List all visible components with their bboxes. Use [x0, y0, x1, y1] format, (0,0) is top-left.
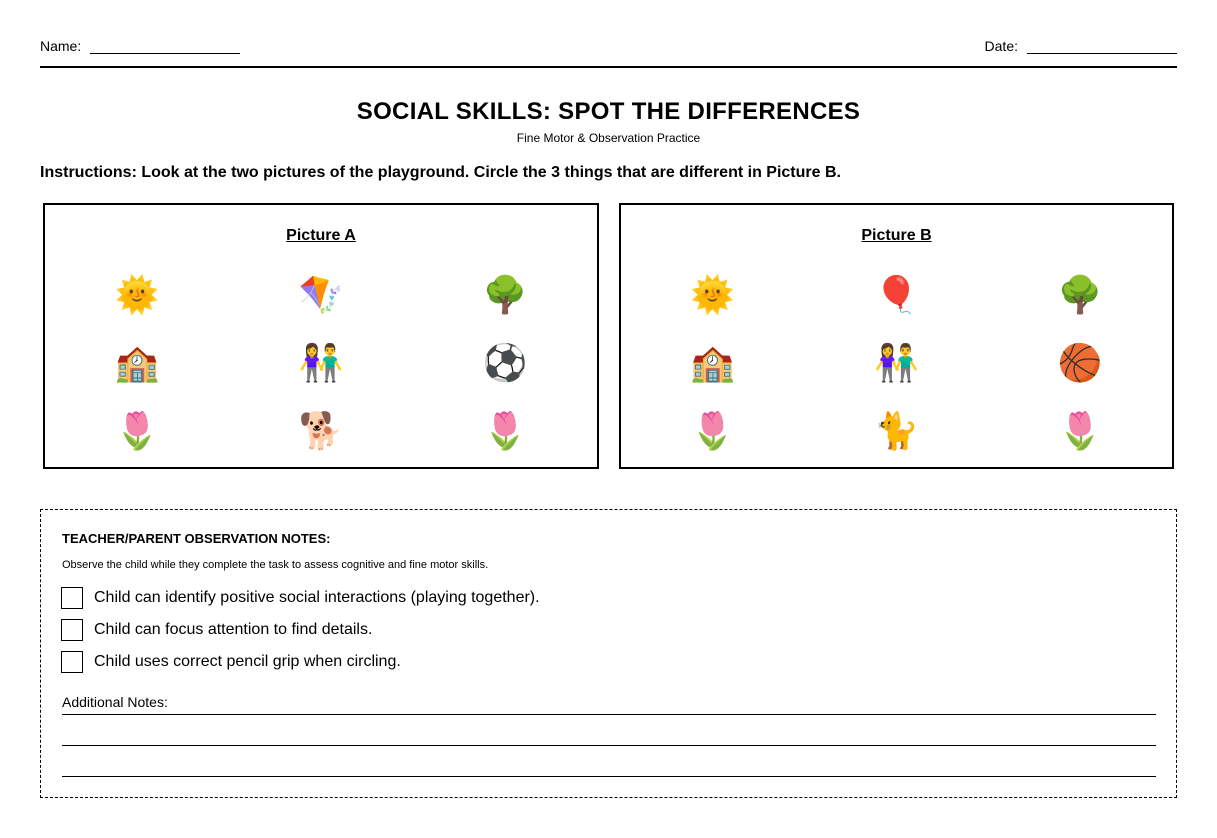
soccer-ball-icon[interactable]: ⚽	[482, 342, 528, 383]
additional-notes-label: Additional Notes:	[62, 694, 168, 710]
picture-a-panel	[43, 203, 599, 469]
couple-holding-hands-icon[interactable]: 👫	[298, 342, 344, 383]
date-blank-line[interactable]	[1027, 40, 1177, 54]
date-label: Date:	[984, 38, 1018, 54]
tulip-icon[interactable]: 🌷	[482, 410, 528, 451]
page-subtitle: Fine Motor & Observation Practice	[516, 131, 701, 145]
observation-notes-section	[40, 509, 1177, 798]
tulip-icon[interactable]: 🌷	[1057, 410, 1103, 451]
school-icon[interactable]: 🏫	[690, 342, 736, 383]
notes-description: Observe the child while they complete the task to assess cognitive and fine motor skills.	[62, 559, 489, 571]
checklist-item[interactable]	[61, 587, 540, 609]
checklist-label: Child can focus attention to find details.	[94, 621, 373, 638]
picture-b-title: Picture B	[861, 227, 932, 244]
page-title: SOCIAL SKILLS: SPOT THE DIFFERENCES	[356, 98, 861, 125]
picture-a-grid	[45, 261, 597, 465]
date-field	[985, 38, 1177, 54]
checkbox[interactable]	[61, 587, 83, 609]
dog-icon[interactable]: 🐕	[298, 410, 344, 451]
picture-b-grid	[621, 261, 1172, 465]
tree-icon[interactable]: 🌳	[482, 274, 528, 315]
notes-title: TEACHER/PARENT OBSERVATION NOTES:	[62, 531, 331, 546]
header-divider	[40, 66, 1177, 68]
tree-icon[interactable]: 🌳	[1057, 274, 1103, 315]
notes-writing-line[interactable]	[62, 776, 1156, 777]
header-row	[40, 38, 1177, 58]
balloon-icon[interactable]: 🎈	[874, 274, 919, 315]
name-label: Name:	[40, 38, 82, 54]
tulip-icon[interactable]: 🌷	[114, 410, 160, 451]
couple-holding-hands-icon[interactable]: 👫	[874, 342, 919, 383]
sun-icon[interactable]: 🌞	[690, 274, 736, 315]
basketball-icon[interactable]: 🏀	[1057, 342, 1103, 383]
name-field	[40, 38, 240, 54]
notes-writing-line[interactable]	[62, 745, 1156, 746]
checkbox[interactable]	[61, 651, 83, 673]
picture-a-title: Picture A	[286, 227, 356, 244]
cat-icon[interactable]: 🐈	[874, 410, 919, 451]
checkbox[interactable]	[61, 619, 83, 641]
tulip-icon[interactable]: 🌷	[690, 410, 736, 451]
checklist-label: Child uses correct pencil grip when circling.	[94, 653, 401, 670]
checklist-item[interactable]	[61, 651, 401, 673]
name-blank-line[interactable]	[90, 40, 240, 54]
instructions: Instructions: Look at the two pictures of the playground. Circle the 3 things that are different in Picture B.	[40, 164, 841, 181]
sun-icon[interactable]: 🌞	[114, 274, 160, 315]
checklist-item[interactable]	[61, 619, 372, 641]
checklist-label: Child can identify positive social interactions (playing together).	[94, 589, 540, 606]
school-icon[interactable]: 🏫	[114, 342, 160, 383]
picture-b-panel	[619, 203, 1174, 469]
kite-icon[interactable]: 🪁	[298, 274, 344, 315]
notes-writing-line[interactable]	[62, 714, 1156, 715]
